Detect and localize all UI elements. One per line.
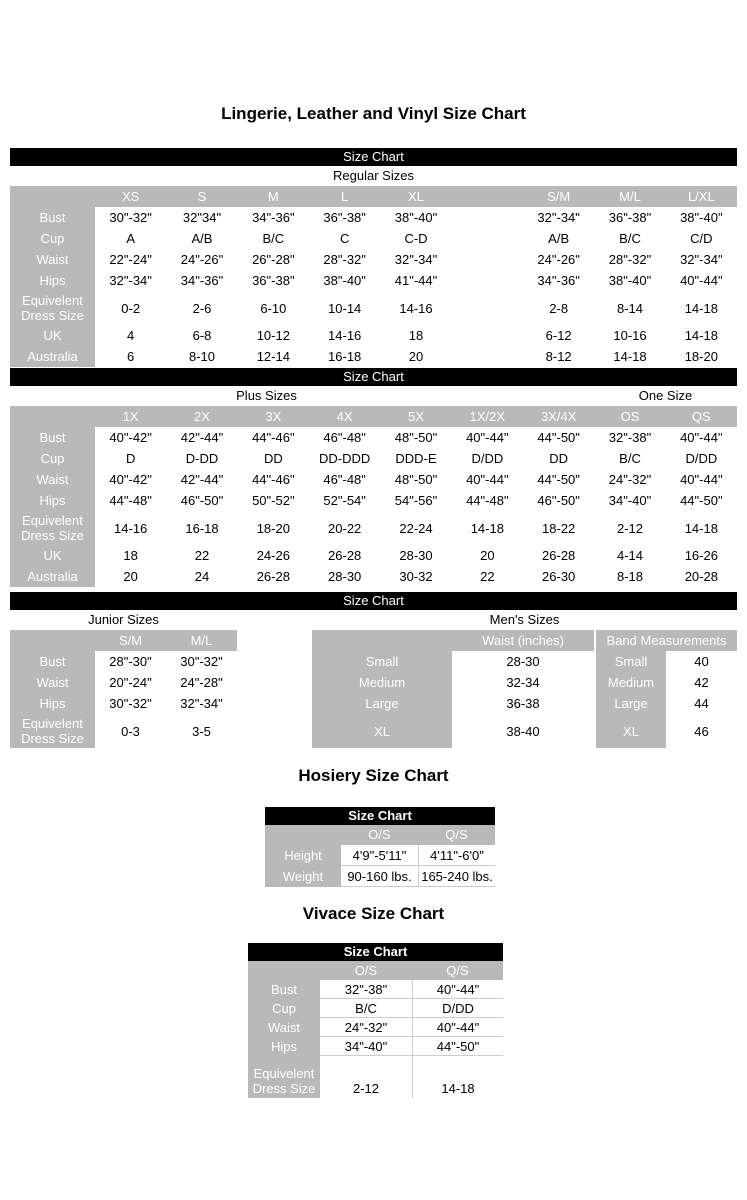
size-cell: 6 [95, 346, 166, 367]
junior-mens-headings [10, 610, 737, 630]
column-header: M/L [594, 186, 665, 207]
size-cell: 24-26 [238, 545, 309, 566]
size-cell: 24"-26" [523, 249, 594, 270]
size-cell: 28"-32" [594, 249, 665, 270]
row-label: Waist [10, 469, 95, 490]
row-label: Equivelent Dress Size [10, 511, 95, 545]
size-cell: 38"-40" [380, 207, 451, 228]
regular-sizes-heading: Regular Sizes [333, 168, 414, 183]
size-cell: 4'9"-5'11" [341, 845, 418, 866]
row-label: Australia [10, 346, 95, 367]
size-cell: 0-2 [95, 291, 166, 325]
size-cell: 26-28 [309, 545, 380, 566]
size-cell: B/C [320, 999, 412, 1018]
size-cell: 42"-44" [166, 427, 237, 448]
row-label: Hips [10, 490, 95, 511]
size-cell: 32"-34" [166, 693, 237, 714]
size-cell: DD [238, 448, 309, 469]
size-cell: 4 [95, 325, 166, 346]
size-cell: C-D [380, 228, 451, 249]
junior-sizes-grid [10, 630, 237, 748]
size-cell: 20-28 [666, 566, 737, 587]
column-header: 4X [309, 406, 380, 427]
size-cell: 90-160 lbs. [341, 866, 418, 887]
junior-mens-section [10, 592, 737, 748]
size-cell: B/C [594, 228, 665, 249]
row-label: Cup [10, 228, 95, 249]
row-label: Waist [10, 249, 95, 270]
corner-cell [312, 630, 452, 651]
size-cell: 14-18 [666, 291, 737, 325]
size-cell: 8-12 [523, 346, 594, 367]
size-cell: D/DD [452, 448, 523, 469]
size-cell: 12-14 [238, 346, 309, 367]
size-cell: 14-18 [666, 511, 737, 545]
column-gap [452, 186, 523, 207]
size-cell: 28-30 [452, 651, 594, 672]
size-cell: 36"-38" [594, 207, 665, 228]
size-cell: DD-DDD [309, 448, 380, 469]
size-cell: 24"-32" [594, 469, 665, 490]
size-cell: 14-18 [594, 346, 665, 367]
size-cell: 34"-36" [238, 207, 309, 228]
size-cell: A [95, 228, 166, 249]
column-header: S/M [95, 630, 166, 651]
corner-cell [265, 825, 341, 845]
size-cell: 44 [666, 693, 737, 714]
size-cell: 2-12 [594, 511, 665, 545]
size-chart-page [10, 0, 737, 1098]
size-cell: A/B [166, 228, 237, 249]
size-cell: 26-28 [238, 566, 309, 587]
hosiery-table [10, 807, 737, 887]
row-label: Weight [265, 866, 341, 887]
size-cell: 44"-46" [238, 469, 309, 490]
size-cell: 3-5 [166, 714, 237, 748]
size-cell: 28-30 [380, 545, 451, 566]
size-cell: 40"-44" [666, 270, 737, 291]
column-gap [452, 346, 523, 367]
one-size-heading: One Size [638, 388, 693, 403]
size-cell: 30"-32" [166, 651, 237, 672]
column-header: QS [666, 406, 737, 427]
size-cell: 36"-38" [309, 207, 380, 228]
size-cell: 10-14 [309, 291, 380, 325]
size-cell: 32"-34" [666, 249, 737, 270]
column-header: XS [95, 186, 166, 207]
size-cell: 8-10 [166, 346, 237, 367]
size-cell: B/C [238, 228, 309, 249]
corner-cell [10, 630, 95, 651]
size-cell: B/C [594, 448, 665, 469]
column-header: L/XL [666, 186, 737, 207]
size-cell: 4-14 [594, 545, 665, 566]
size-cell: 4'11"-6'0" [418, 845, 495, 866]
column-header: 5X [380, 406, 451, 427]
size-cell: 46 [666, 714, 737, 748]
row-label: Large [312, 693, 452, 714]
row-label: Small [312, 651, 452, 672]
vivace-title: Vivace Size Chart [302, 904, 445, 923]
vivace-table [10, 943, 737, 1098]
size-cell: 38"-40" [594, 270, 665, 291]
size-cell: 16-18 [309, 346, 380, 367]
size-cell: 46"-48" [309, 469, 380, 490]
row-label: Equivelent Dress Size [10, 291, 95, 325]
size-cell: 26"-28" [238, 249, 309, 270]
row-label: Bust [248, 980, 320, 999]
size-cell: 2-12 [320, 1056, 412, 1098]
size-cell: 28"-32" [309, 249, 380, 270]
row-label: Bust [10, 427, 95, 448]
size-cell: D [95, 448, 166, 469]
column-gap [452, 291, 523, 325]
size-cell: 28-30 [309, 566, 380, 587]
size-cell: 28"-30" [95, 651, 166, 672]
size-cell: 36-38 [452, 693, 594, 714]
row-label: Hips [10, 270, 95, 291]
size-cell: 30-32 [380, 566, 451, 587]
page-title: Lingerie, Leather and Vinyl Size Chart [221, 104, 526, 123]
size-cell: 22 [166, 545, 237, 566]
size-cell: 40"-44" [412, 980, 503, 999]
size-cell: 18 [95, 545, 166, 566]
column-header: L [309, 186, 380, 207]
size-cell: 40"-44" [412, 1018, 503, 1037]
size-cell: D/DD [666, 448, 737, 469]
size-cell: 10-12 [238, 325, 309, 346]
size-cell: 40"-42" [95, 469, 166, 490]
size-cell: 52"-54" [309, 490, 380, 511]
size-cell: 2-6 [166, 291, 237, 325]
size-cell: D-DD [166, 448, 237, 469]
row-label: Height [265, 845, 341, 866]
size-cell: 30"-32" [95, 693, 166, 714]
size-cell: 32"-38" [594, 427, 665, 448]
column-header: O/S [320, 961, 412, 980]
size-cell: 10-16 [594, 325, 665, 346]
size-cell: 32"34" [166, 207, 237, 228]
size-cell: 50"-52" [238, 490, 309, 511]
size-cell: 36"-38" [238, 270, 309, 291]
size-cell: 20-22 [309, 511, 380, 545]
column-header: XL [380, 186, 451, 207]
row-label: Large [596, 693, 666, 714]
size-cell: 22"-24" [95, 249, 166, 270]
size-cell: 16-26 [666, 545, 737, 566]
junior-sizes-heading: Junior Sizes [88, 612, 159, 627]
size-cell: 24"-26" [166, 249, 237, 270]
column-header: Q/S [412, 961, 503, 980]
size-cell: 6-10 [238, 291, 309, 325]
size-cell: 32"-34" [95, 270, 166, 291]
column-header: Q/S [418, 825, 495, 845]
vivace-grid [248, 961, 503, 1098]
plus-sizes-table [10, 368, 737, 587]
size-cell: 18-20 [238, 511, 309, 545]
size-cell: 42 [666, 672, 737, 693]
size-cell: D/DD [412, 999, 503, 1018]
size-cell: 18-20 [666, 346, 737, 367]
row-label: XL [312, 714, 452, 748]
size-cell: 41"-44" [380, 270, 451, 291]
size-cell: 44"-50" [412, 1037, 503, 1056]
hosiery-grid [265, 825, 495, 887]
size-cell: 34"-36" [523, 270, 594, 291]
plus-one-size-headings [10, 386, 737, 406]
size-cell: 14-16 [95, 511, 166, 545]
size-chart-bar: Size Chart [10, 148, 737, 166]
size-cell: 20 [452, 545, 523, 566]
size-cell: 22-24 [380, 511, 451, 545]
size-cell: 44"-46" [238, 427, 309, 448]
size-cell: 40 [666, 651, 737, 672]
size-cell: 40"-44" [666, 469, 737, 490]
size-cell: 44"-48" [95, 490, 166, 511]
column-header: S [166, 186, 237, 207]
size-cell: 18-22 [523, 511, 594, 545]
band-measurements-header: Band Measurements [596, 630, 737, 651]
size-cell: 26-28 [523, 545, 594, 566]
row-label: Cup [248, 999, 320, 1018]
size-chart-bar: Size Chart [10, 368, 737, 386]
row-label: Hips [248, 1037, 320, 1056]
size-cell: 34"-40" [320, 1037, 412, 1056]
corner-cell [248, 961, 320, 980]
size-cell: 40"-44" [452, 469, 523, 490]
row-label: Waist [10, 672, 95, 693]
plus-sizes-heading: Plus Sizes [236, 388, 297, 403]
row-label: Small [596, 651, 666, 672]
size-cell: 40"-42" [95, 427, 166, 448]
size-cell: 38-40 [452, 714, 594, 748]
row-label: Australia [10, 566, 95, 587]
size-cell: 0-3 [95, 714, 166, 748]
size-cell: 22 [452, 566, 523, 587]
column-gap [452, 325, 523, 346]
corner-cell [10, 406, 95, 427]
size-cell: 26-30 [523, 566, 594, 587]
size-cell: 40"-44" [452, 427, 523, 448]
row-label: Waist [248, 1018, 320, 1037]
size-cell: 46"-50" [523, 490, 594, 511]
size-cell: 165-240 lbs. [418, 866, 495, 887]
column-header: 2X [166, 406, 237, 427]
row-label: Equivelent Dress Size [10, 714, 95, 748]
row-label: Hips [10, 693, 95, 714]
size-chart-bar: Size Chart [248, 943, 503, 961]
size-cell: 24 [166, 566, 237, 587]
column-header: S/M [523, 186, 594, 207]
column-gap [452, 270, 523, 291]
size-cell: 32"-34" [380, 249, 451, 270]
size-cell: 16-18 [166, 511, 237, 545]
row-label: Cup [10, 448, 95, 469]
column-gap [452, 207, 523, 228]
size-cell: 34"-40" [594, 490, 665, 511]
size-cell: C [309, 228, 380, 249]
column-header: OS [594, 406, 665, 427]
mens-sizes-heading: Men's Sizes [489, 612, 560, 627]
size-cell: 14-18 [452, 511, 523, 545]
regular-sizes-table [10, 148, 737, 367]
column-gap [452, 228, 523, 249]
regular-sizes-grid [10, 186, 737, 367]
size-cell: 38"-40" [666, 207, 737, 228]
column-header: M [238, 186, 309, 207]
size-cell: 24"-32" [320, 1018, 412, 1037]
size-cell: 42"-44" [166, 469, 237, 490]
row-label: Equivelent Dress Size [248, 1056, 320, 1098]
size-cell: 18 [380, 325, 451, 346]
size-cell: 48"-50" [380, 427, 451, 448]
size-cell: 6-8 [166, 325, 237, 346]
waist-inches-header: Waist (inches) [452, 630, 594, 651]
hosiery-title: Hosiery Size Chart [298, 766, 449, 785]
size-cell: 32"-34" [523, 207, 594, 228]
column-header: 3X/4X [523, 406, 594, 427]
size-cell: 2-8 [523, 291, 594, 325]
junior-mens-tables [10, 630, 737, 748]
plus-sizes-grid [10, 406, 737, 587]
size-cell: DD [523, 448, 594, 469]
size-cell: 44"-48" [452, 490, 523, 511]
size-cell: 20"-24" [95, 672, 166, 693]
mens-sizes-grid [312, 630, 737, 748]
size-cell: 48"-50" [380, 469, 451, 490]
size-cell: 34"-36" [166, 270, 237, 291]
size-cell: 6-12 [523, 325, 594, 346]
size-cell: 46"-50" [166, 490, 237, 511]
size-cell: 24"-28" [166, 672, 237, 693]
size-cell: 38"-40" [309, 270, 380, 291]
size-cell: 8-18 [594, 566, 665, 587]
size-cell: 44"-50" [523, 427, 594, 448]
size-cell: C/D [666, 228, 737, 249]
column-header: 3X [238, 406, 309, 427]
row-label: UK [10, 325, 95, 346]
size-cell: 32"-38" [320, 980, 412, 999]
row-label: XL [596, 714, 666, 748]
corner-cell [10, 186, 95, 207]
size-cell: 32-34 [452, 672, 594, 693]
row-label: Medium [312, 672, 452, 693]
size-cell: 20 [380, 346, 451, 367]
size-cell: 40"-44" [666, 427, 737, 448]
column-header: 1X/2X [452, 406, 523, 427]
row-label: UK [10, 545, 95, 566]
size-chart-bar: Size Chart [10, 592, 737, 610]
size-cell: 14-16 [309, 325, 380, 346]
size-cell: 14-18 [412, 1056, 503, 1098]
heading-spacer [523, 386, 594, 406]
column-header: O/S [341, 825, 418, 845]
column-gap [452, 249, 523, 270]
size-cell: 14-16 [380, 291, 451, 325]
size-cell: 54"-56" [380, 490, 451, 511]
column-header: 1X [95, 406, 166, 427]
size-cell: 44"-50" [523, 469, 594, 490]
size-cell: 44"-50" [666, 490, 737, 511]
column-header: M/L [166, 630, 237, 651]
size-cell: 46"-48" [309, 427, 380, 448]
size-cell: DDD-E [380, 448, 451, 469]
size-cell: 14-18 [666, 325, 737, 346]
size-cell: 30"-32" [95, 207, 166, 228]
size-cell: 8-14 [594, 291, 665, 325]
size-chart-bar: Size Chart [265, 807, 495, 825]
row-label: Medium [596, 672, 666, 693]
row-label: Bust [10, 651, 95, 672]
row-label: Bust [10, 207, 95, 228]
size-cell: 20 [95, 566, 166, 587]
size-cell: A/B [523, 228, 594, 249]
